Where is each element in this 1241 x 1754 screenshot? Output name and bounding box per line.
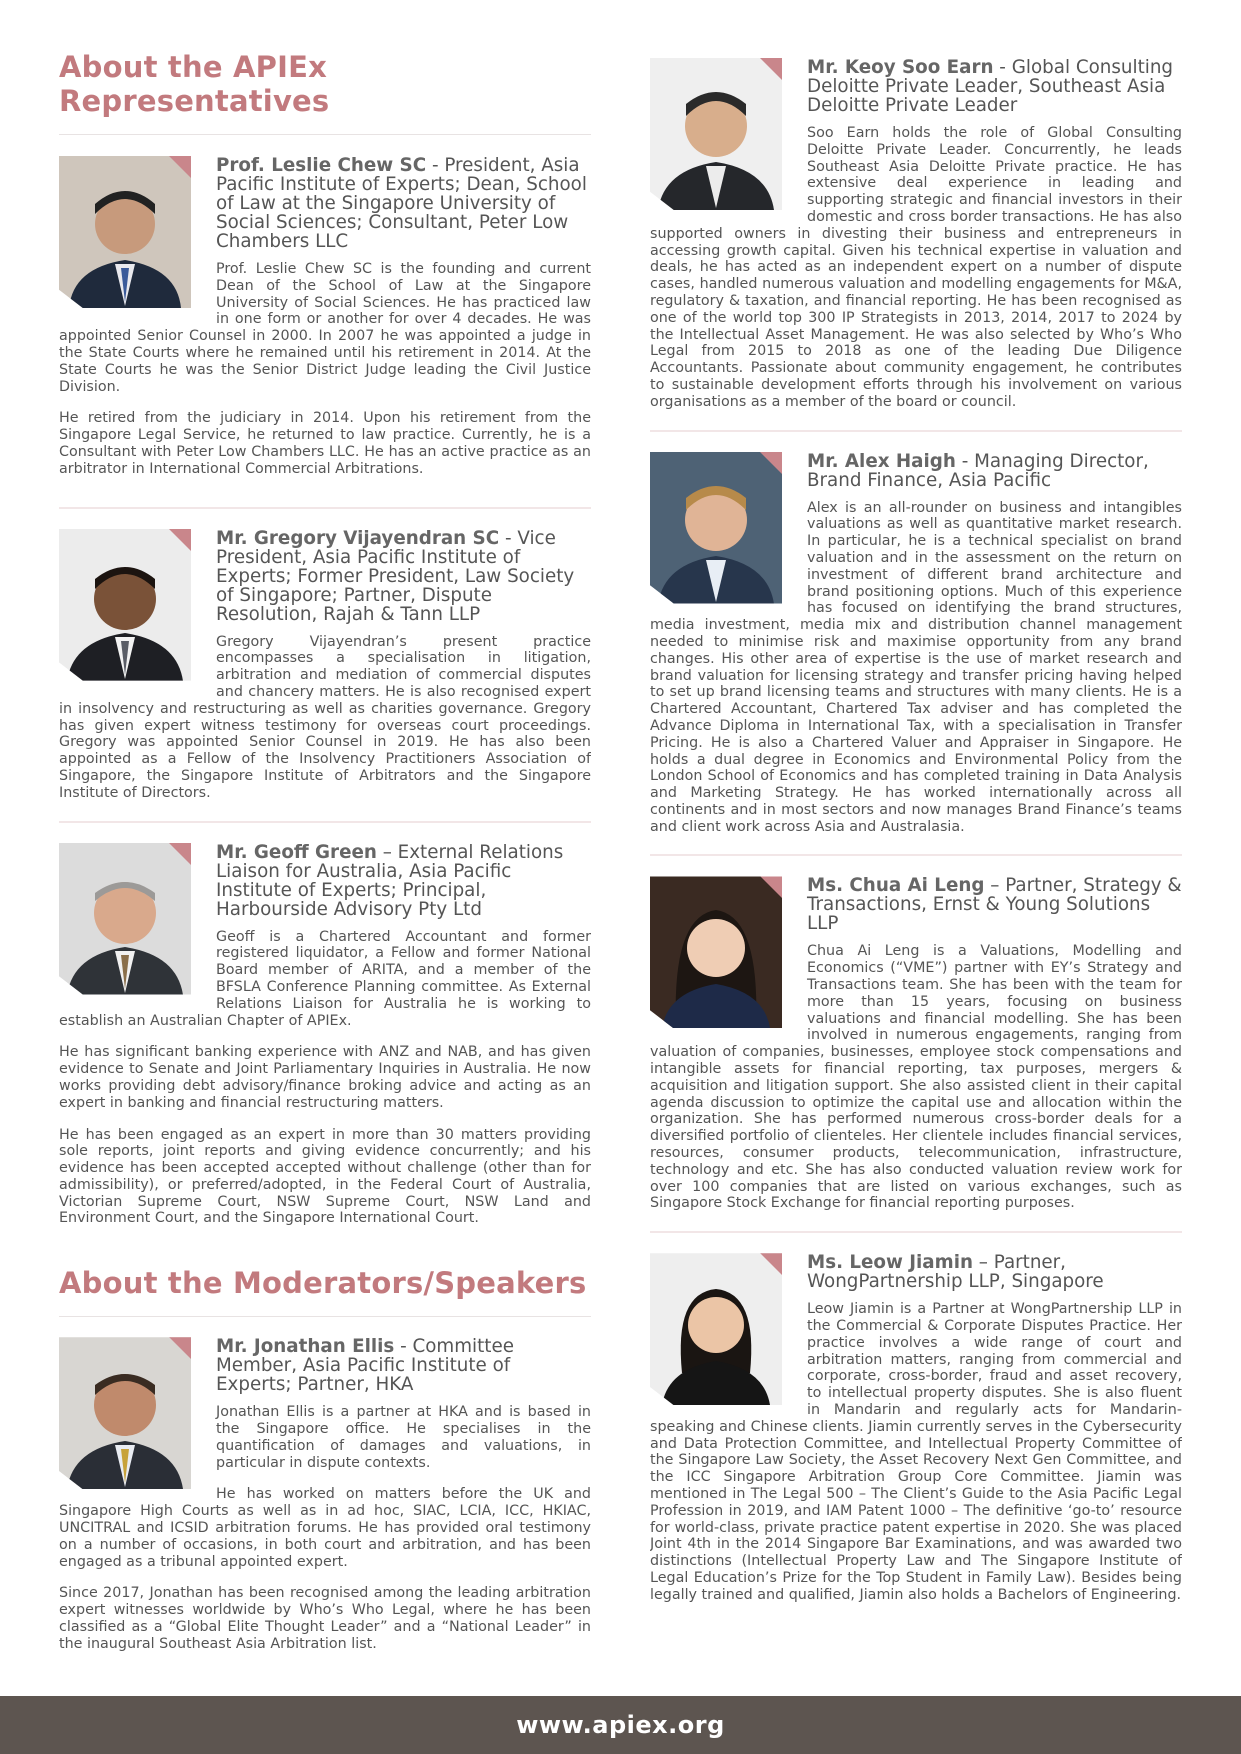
profile-geoff-green (59, 843, 591, 1243)
profile-bio: He has been engaged as an expert in more than 30 matters providing sole reports, joint reports and giving evidence concurrently; and his evidence has been accepted accepted without challenge (other than for admissibility), or preferred/adopted, in the Federal Court of Australia, Victorian Supreme Court, NSW Supreme Court, NSW Land and Environment Court, and the Singapore International Court. (59, 1126, 591, 1227)
profile-bio: Soo Earn holds the role of Global Consulting Deloitte Private Leader. Concurrently, he leads Southeast Asia Deloitte Private practice. He has extensive deal experience in leading and supporting strategic and financial investors in their domestic and cross border transactions. He has also supported owners in divesting their business and entrepreneurs in accessing growth capital. Given his technical expertise in valuation and deals, he has acted as an independent expert on a number of dispute cases, handled numerous valuation and modelling engagements for M&A, regulatory & taxation, and financial reporting. He has been recognised as one of the world top 300 IP Strategists in 2013, 2014, 2017 to 2024 by the Intellectual Asset Management. He was also selected by Who’s Who Legal from 2015 to 2018 as one of the leading Due Diligence Accountants. Passionate about community engagement, he contributes to sustainable development efforts through his involvement on various organisations as a member of the board or council. (650, 125, 1182, 410)
left-column (59, 0, 591, 1668)
photo-gregory-vijayendran (59, 529, 191, 681)
profile-bio: Alex is an all-rounder on business and intangibles valuations as well as quantitative market research. In particular, he is a technical specialist on brand valuation and in the assessment on the return on investment of different brand architecture and brand positioning options. Much of this experience has focused on identifying the brand structures, media investment, media mix and distribution channel management needed to minimise risk and maximise opportunity from any brand changes. His other area of expertise is the use of market research and brand valuation for licensing strategy and transfer pricing having helped to set up brand licensing teams and structures with many clients. He is a Chartered Accountant, Chartered Tax adviser and has completed the Advance Diploma in International Tax, with a specialisation in Transfer Pricing. He is also a Chartered Valuer and Appraiser in Singapore. He holds a dual degree in Economics and Environmental Policy from the London School of Economics and has completed training in Data Analysis and Marketing Strategy. He has worked internationally across all continents and in most sectors and now manages Brand Finance’s teams and client work across Asia and Australasia. (650, 499, 1182, 835)
profile-bio: Since 2017, Jonathan has been recognised among the leading arbitration expert witnesses worldwide by Who’s Who Legal, where he has been classified as a “Global Elite Thought Leader” and a “National Leader” in the inaugural Southeast Asia Arbitration list. (59, 1585, 591, 1652)
profile-bio: Jonathan Ellis is a partner at HKA and is based in the Singapore office. He specialises in the quantification of damages and valuations, in particular in dispute contexts. (216, 1404, 591, 1471)
profile-name: Mr. Gregory Vijayendran SC (216, 528, 500, 549)
photo-chua-ai-leng (650, 876, 782, 1028)
profile-bio: Prof. Leslie Chew SC is the founding and current Dean of the School of Law at the Singapore University of Social Sciences. He has practiced law in one form or another for over 4 decades. He was appointed Senior Counsel in 2000. In 2007 he was appointed a judge in the State Courts where he remained until his retirement in 2014. At the State Courts he was the Senior District Judge leading the Civil Justice Division. (59, 261, 591, 395)
profile-name: Mr. Jonathan Ellis (216, 1337, 395, 1358)
profile-bio: Leow Jiamin is a Partner at WongPartnership LLP in the Commercial & Corporate Disputes Practice. Her practice involves a wide range of court and arbitration matters, ranging from commercial and corporate, cross-border, fraud and asset recovery, to intellectual property disputes. She is also fluent in Mandarin and regularly acts for Mandarin-speaking and Chinese clients. Jiamin currently serves in the Cybersecurity and Data Protection Committee, and Intellectual Property Committee of the Singapore Law Society, the Asset Recovery Next Gen Committee, and the ICC Singapore Arbitration Group Core Committee. Jiamin was mentioned in The Legal 500 – The Client’s Guide to the Asia Pacific Legal Profession in 2019, and IAM Patent 1000 – The definitive ‘go-to’ resource for world-class, private practice patent expertise in 2020. She was placed Joint 4th in the 2014 Singapore Bar Examinations, and was awarded two distinctions (Intellectual Property Law and The Singapore Institute of Legal Education’s Prize for the Top Student in Family Law). Besides being legally trained and qualified, Jiamin also holds a Bachelors of Engineering. (650, 1301, 1182, 1603)
profile-jonathan-ellis (59, 1337, 591, 1667)
profile-bio: Gregory Vijayendran’s present practice encompasses a specialisation in litigation, arbitration and mediation of commercial disputes and chancery matters. He is also recognised expert in insolvency and restructuring as well as charities governance. Gregory has given expert witness testimony for overseas court proceedings. Gregory was appointed Senior Counsel in 2019. He has also been appointed as a Fellow of the Insolvency Practitioners Association of Singapore, the Singapore Institute of Arbitrators and the Singapore Institute of Directors. (59, 633, 591, 801)
right-column (650, 0, 1182, 1619)
profile-chua-ai-leng (650, 876, 1182, 1227)
footer-bar (0, 1696, 1241, 1754)
divider (650, 430, 1182, 432)
section-title-moderators: About the Moderators/Speakers (59, 1266, 591, 1317)
profile-title: – Partner, WongPartnership LLP, Singapore (807, 1253, 1104, 1293)
profile-title: - Global Consulting Deloitte Private Leader, Southeast Asia Deloitte Private Leader (807, 58, 1174, 116)
photo-leow-jiamin (650, 1253, 782, 1405)
profile-title: - Vice President, Asia Pacific Institute of Experts; Former President, Law Society of Singapore; Partner, Dispute Resolution, Rajah & Tann LLP (216, 528, 575, 625)
photo-jonathan-ellis (59, 1337, 191, 1489)
profile-title: - President, Asia Pacific Institute of Experts; Dean, School of Law at the Singapore University of Social Sciences; Consultant, Peter Low Chambers LLC (216, 156, 587, 252)
footer-website-link[interactable]: www.apiex.org (516, 1711, 725, 1739)
divider (59, 821, 591, 823)
profile-gregory-vijayendran (59, 529, 591, 817)
profile-name: Mr. Geoff Green (216, 842, 377, 863)
photo-geoff-green (59, 843, 191, 995)
profile-name: Mr. Alex Haigh (807, 451, 956, 472)
profile-alex-haigh (650, 452, 1182, 851)
profile-bio: He has significant banking experience with ANZ and NAB, and has given evidence to Senate and Joint Parliamentary Inquiries in Australia. He now works providing debt advisory/finance broking advice and acting as an expert in banking and financial restructuring matters. (59, 1044, 591, 1111)
profile-bio: He has worked on matters before the UK and Singapore High Courts as well as in ad hoc, SIAC, LCIA, ICC, HKIAC, UNCITRAL and ICSID arbitration forums. He has provided oral testimony on a number of occasions, in both court and arbitration, and has been engaged as a tribunal appointed expert. (59, 1486, 591, 1570)
profile-bio: Chua Ai Leng is a Valuations, Modelling and Economics (“VME”) partner with EY’s Strategy and Transactions team. She has been with the team for more than 15 years, focusing on business valuations and financial modelling. She has been involved in numerous engagements, ranging from valuation of companies, businesses, employee stock compensations and intangible assets for financial reporting, tax purposes, mergers & acquisition and litigation support. She also assisted client in their capital agenda discussion to optimize the capital use and allocation within the organization. She has performed numerous cross-border deals for a diversified portfolio of clienteles. Her clientele includes financial services, resources, consumer products, telecommunication, infrastructure, technology and etc. She has also conducted valuation review work for over 100 companies that are listed on various exchanges, such as Singapore Stock Exchange for financial reporting purposes. (650, 943, 1182, 1212)
section-title-representatives: About the APIEx Representatives (59, 50, 591, 135)
profile-name: Ms. Leow Jiamin (807, 1253, 973, 1274)
profile-bio: He retired from the judiciary in 2014. Upon his retirement from the Singapore Legal Service, he returned to law practice. Currently, he is a Consultant with Peter Low Chambers LLC. He has an active practice as an arbitrator in International Commercial Arbitrations. (59, 410, 591, 477)
profile-name: Ms. Chua Ai Leng (807, 876, 985, 897)
photo-keoy-soo-earn (650, 58, 782, 210)
profile-title: - Committee Member, Asia Pacific Institute of Experts; Partner, HKA (216, 1337, 514, 1396)
profile-title: – External Relations Liaison for Australia, Asia Pacific Institute of Experts; Principal, Harbourside Advisory Pty Ltd (216, 842, 564, 920)
divider (59, 507, 591, 509)
profile-leslie-chew (59, 156, 591, 493)
profile-keoy-soo-earn (650, 58, 1182, 426)
divider (650, 854, 1182, 856)
profile-leow-jiamin (650, 1253, 1182, 1618)
profile-title: - Managing Director, Brand Finance, Asia Pacific (807, 451, 1149, 491)
profile-bio: Geoff is a Chartered Accountant and former registered liquidator, a Fellow and former National Board member of ARITA, and a member of the BFSLA Conference Planning committee. As External Relations Liaison for Australia he is working to establish an Australian Chapter of APIEx. (59, 928, 591, 1029)
divider (650, 1231, 1182, 1233)
profile-name: Mr. Keoy Soo Earn (807, 58, 994, 78)
photo-alex-haigh (650, 452, 782, 604)
profile-name: Prof. Leslie Chew SC (216, 156, 427, 176)
photo-leslie-chew (59, 156, 191, 308)
profile-title: – Partner, Strategy & Transactions, Ernst & Young Solutions LLP (807, 876, 1182, 935)
